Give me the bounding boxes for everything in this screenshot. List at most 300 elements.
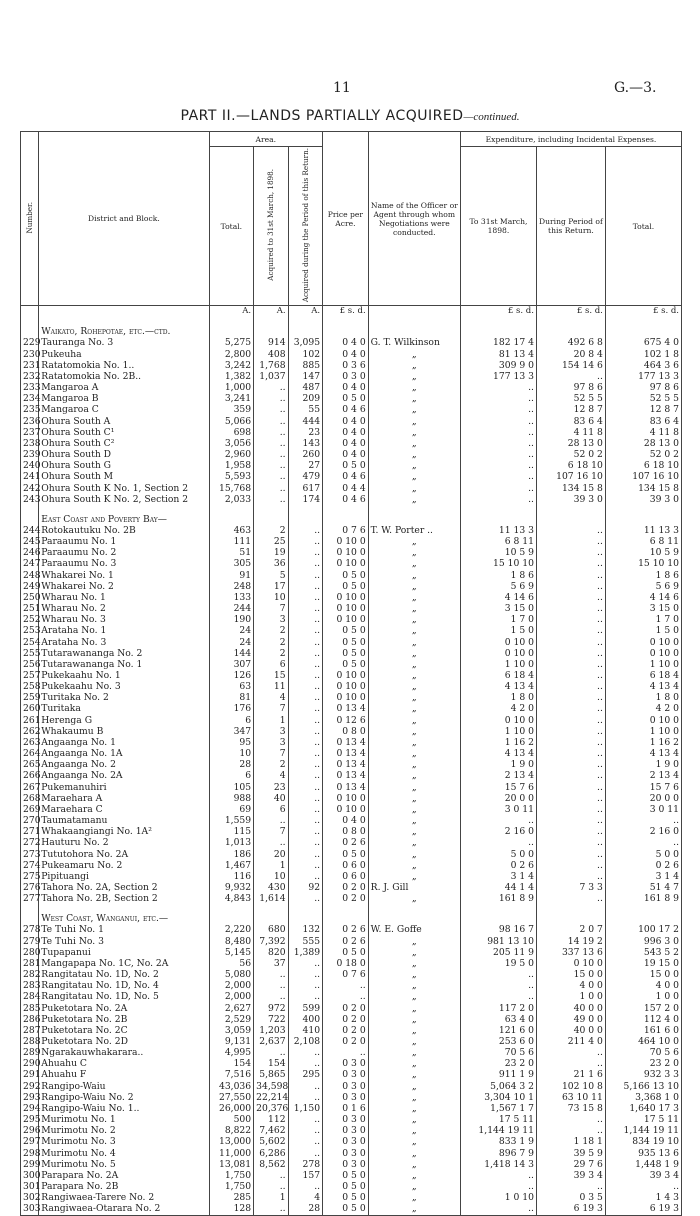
row-area-total: 116 (209, 871, 254, 882)
row-price: 0 13 4 (323, 748, 369, 759)
row-number: 241 (21, 471, 39, 482)
row-officer: „ (368, 648, 460, 659)
table-row (21, 1069, 682, 1080)
row-district: Murimotu No. 5 (39, 1159, 209, 1170)
row-acquired-1898: 17 (254, 581, 288, 592)
row-price: 0 2 6 (323, 936, 369, 947)
table-row (21, 382, 682, 393)
row-acquired-1898: 6 (254, 804, 288, 815)
row-price: 0 5 0 (323, 625, 369, 636)
row-exp-during: 39 3 4 (536, 1170, 605, 1181)
row-exp-1898: 4 14 6 (460, 592, 536, 603)
row-exp-1898: .. (460, 416, 536, 427)
row-district: Paraaumu No. 1 (39, 536, 209, 547)
row-exp-1898: 5 6 9 (460, 581, 536, 592)
title-continued: —continued. (463, 111, 520, 123)
row-number: 232 (21, 371, 39, 382)
row-exp-during: .. (536, 837, 605, 848)
row-exp-during: 0 3 5 (536, 1192, 605, 1203)
row-exp-during: 6 19 3 (536, 1203, 605, 1215)
row-exp-during: 97 8 6 (536, 382, 605, 393)
row-exp-total: 52 5 5 (605, 393, 681, 404)
header-acquired-1898: Acquired to 31st March, 1898. (254, 147, 288, 306)
row-exp-total: 3 0 11 (605, 804, 681, 815)
row-acquired-1898: 7 (254, 826, 288, 837)
row-area-total: 307 (209, 659, 254, 670)
row-area-total: 24 (209, 625, 254, 636)
row-number: 258 (21, 681, 39, 692)
row-acquired-1898: 4 (254, 770, 288, 781)
row-acquired-1898: 37 (254, 958, 288, 969)
row-exp-total: 5 6 9 (605, 581, 681, 592)
row-area-total: 1,000 (209, 382, 254, 393)
row-number: 236 (21, 416, 39, 427)
row-acquired-during: .. (288, 703, 322, 714)
row-district: Ohura South A (39, 416, 209, 427)
row-officer: „ (368, 427, 460, 438)
row-area-total: 3,242 (209, 360, 254, 371)
row-area-total: 3,241 (209, 393, 254, 404)
row-acquired-1898: 2,637 (254, 1036, 288, 1047)
row-exp-during: 211 4 0 (536, 1036, 605, 1047)
row-district: Murimotu No. 1 (39, 1114, 209, 1125)
row-district: Ohura South C¹ (39, 427, 209, 438)
row-acquired-1898: 7,462 (254, 1125, 288, 1136)
row-area-total: 1,750 (209, 1170, 254, 1181)
row-district: Tutarawananga No. 1 (39, 659, 209, 670)
row-area-total: 2,033 (209, 494, 254, 505)
table-row (21, 692, 682, 703)
row-exp-total: 4 0 0 (605, 980, 681, 991)
row-officer: R. J. Gill (368, 882, 460, 893)
row-acquired-during: .. (288, 1081, 322, 1092)
row-area-total: 285 (209, 1192, 254, 1203)
row-district: Ratatomokia No. 1.. (39, 360, 209, 371)
row-district: Maraehara A (39, 793, 209, 804)
row-exp-during: .. (536, 849, 605, 860)
row-exp-1898: 23 2 0 (460, 1058, 536, 1069)
table-row (21, 1114, 682, 1125)
row-exp-during: .. (536, 748, 605, 759)
row-area-total: 5,275 (209, 337, 254, 348)
row-district: Paraaumu No. 2 (39, 547, 209, 558)
row-acquired-1898: .. (254, 416, 288, 427)
row-price: 0 2 0 (323, 1014, 369, 1025)
row-exp-1898: .. (460, 837, 536, 848)
row-officer: „ (368, 1014, 460, 1025)
row-acquired-1898: 20,376 (254, 1103, 288, 1114)
row-acquired-during: .. (288, 793, 322, 804)
row-number: 292 (21, 1081, 39, 1092)
row-officer: „ (368, 558, 460, 569)
row-price: 0 5 0 (323, 1192, 369, 1203)
row-exp-during: 14 19 2 (536, 936, 605, 947)
row-officer: „ (368, 1203, 460, 1215)
row-officer: G. T. Wilkinson (368, 337, 460, 348)
page-number: 11 (333, 80, 351, 96)
row-exp-1898: 4 13 4 (460, 748, 536, 759)
row-acquired-1898: 3 (254, 614, 288, 625)
row-officer: „ (368, 416, 460, 427)
table-row (21, 726, 682, 737)
row-price: .. (323, 980, 369, 991)
row-officer: „ (368, 793, 460, 804)
row-price: 0 10 0 (323, 670, 369, 681)
row-exp-1898: .. (460, 1170, 536, 1181)
title-text: PART II.—LANDS PARTIALLY ACQUIRED (180, 108, 464, 124)
row-number: 300 (21, 1170, 39, 1181)
row-price: 0 2 0 (323, 893, 369, 904)
row-acquired-1898: 3 (254, 737, 288, 748)
row-price: 0 5 0 (323, 1181, 369, 1192)
row-exp-total: 1 8 6 (605, 570, 681, 581)
row-exp-1898: 1 8 6 (460, 570, 536, 581)
row-area-total: 144 (209, 648, 254, 659)
row-acquired-during: .. (288, 536, 322, 547)
row-acquired-1898: 10 (254, 871, 288, 882)
row-acquired-1898: 1,768 (254, 360, 288, 371)
row-exp-total: 5,166 13 10 (605, 1081, 681, 1092)
row-price: 0 5 0 (323, 947, 369, 958)
row-exp-during: .. (536, 592, 605, 603)
row-area-total: 1,013 (209, 837, 254, 848)
row-acquired-1898: 20 (254, 849, 288, 860)
row-area-total: 359 (209, 404, 254, 415)
row-exp-1898: .. (460, 460, 536, 471)
row-exp-1898: 205 11 9 (460, 947, 536, 958)
row-officer: „ (368, 393, 460, 404)
row-price: 0 1 6 (323, 1103, 369, 1114)
row-district: Te Tuhi No. 1 (39, 924, 209, 935)
row-acquired-during: 4 (288, 1192, 322, 1203)
row-exp-during: .. (536, 804, 605, 815)
row-exp-1898: 0 10 0 (460, 637, 536, 648)
row-exp-during: .. (536, 1058, 605, 1069)
row-acquired-during: 1,389 (288, 947, 322, 958)
row-area-total: 5,066 (209, 416, 254, 427)
row-exp-during: .. (536, 893, 605, 904)
table-row (21, 1181, 682, 1192)
row-acquired-1898: 1,203 (254, 1025, 288, 1036)
row-number: 285 (21, 1003, 39, 1014)
row-area-total: 154 (209, 1058, 254, 1069)
row-district: Ohura South D (39, 449, 209, 460)
row-exp-during: 49 0 0 (536, 1014, 605, 1025)
row-exp-during: 134 15 8 (536, 483, 605, 494)
row-price: 0 10 0 (323, 793, 369, 804)
row-price: 0 4 4 (323, 483, 369, 494)
row-number: 245 (21, 536, 39, 547)
row-area-total: 4,843 (209, 893, 254, 904)
table-row (21, 936, 682, 947)
row-acquired-1898: .. (254, 382, 288, 393)
row-exp-1898: 1 0 10 (460, 1192, 536, 1203)
row-acquired-during: .. (288, 1148, 322, 1159)
row-price: 0 10 0 (323, 536, 369, 547)
row-acquired-1898: 5,602 (254, 1136, 288, 1147)
row-district: Hauturu No. 2 (39, 837, 209, 848)
row-acquired-1898: 722 (254, 1014, 288, 1025)
page-title (0, 108, 700, 124)
row-price: 0 7 6 (323, 969, 369, 980)
table-row (21, 924, 682, 935)
row-officer: „ (368, 703, 460, 714)
table-row (21, 460, 682, 471)
table-row (21, 681, 682, 692)
row-exp-1898: .. (460, 404, 536, 415)
header-expenditure: Expenditure, including Incidental Expenses. (460, 132, 681, 147)
row-exp-during: 21 1 6 (536, 1069, 605, 1080)
row-price: 0 10 0 (323, 614, 369, 625)
row-price: 0 3 6 (323, 360, 369, 371)
row-officer: „ (368, 625, 460, 636)
row-acquired-during: .. (288, 648, 322, 659)
row-price: 0 3 0 (323, 1092, 369, 1103)
row-acquired-during: .. (288, 525, 322, 536)
row-area-total: 3,059 (209, 1025, 254, 1036)
row-officer: „ (368, 581, 460, 592)
row-exp-total: 20 0 0 (605, 793, 681, 804)
table-row (21, 427, 682, 438)
row-acquired-during: 1,150 (288, 1103, 322, 1114)
row-number: 251 (21, 603, 39, 614)
row-exp-during: 337 13 6 (536, 947, 605, 958)
row-officer: „ (368, 1192, 460, 1203)
row-price: 0 2 0 (323, 1003, 369, 1014)
table-row (21, 1058, 682, 1069)
table-row (21, 1170, 682, 1181)
row-number: 296 (21, 1125, 39, 1136)
row-number: 255 (21, 648, 39, 659)
row-district: Wharau No. 1 (39, 592, 209, 603)
table-row (21, 570, 682, 581)
row-number: 253 (21, 625, 39, 636)
row-exp-during: 4 0 0 (536, 980, 605, 991)
row-district: Mangaroa B (39, 393, 209, 404)
table-row (21, 1003, 682, 1014)
row-exp-during: .. (536, 726, 605, 737)
row-area-total: 9,131 (209, 1036, 254, 1047)
row-officer: „ (368, 782, 460, 793)
row-exp-total: 1,448 1 9 (605, 1159, 681, 1170)
table-row (21, 1103, 682, 1114)
row-acquired-during: 479 (288, 471, 322, 482)
row-officer: „ (368, 1103, 460, 1114)
row-acquired-during: .. (288, 1047, 322, 1058)
row-number: 295 (21, 1114, 39, 1125)
row-district: Ohura South C² (39, 438, 209, 449)
row-district: Ahuahu F (39, 1069, 209, 1080)
row-area-total: 186 (209, 849, 254, 860)
row-exp-total: 4 2 0 (605, 703, 681, 714)
row-district: Ratatomokia No. 2B.. (39, 371, 209, 382)
row-district: Maraehara C (39, 804, 209, 815)
row-area-total: 63 (209, 681, 254, 692)
row-exp-1898: 15 10 10 (460, 558, 536, 569)
table-row (21, 471, 682, 482)
row-district: Tutarawananga No. 2 (39, 648, 209, 659)
row-acquired-during: .. (288, 759, 322, 770)
row-exp-total: 1 9 0 (605, 759, 681, 770)
row-number: 261 (21, 715, 39, 726)
row-price: 0 2 6 (323, 924, 369, 935)
row-acquired-during: .. (288, 849, 322, 860)
row-area-total: 8,480 (209, 936, 254, 947)
row-area-total: 2,529 (209, 1014, 254, 1025)
row-officer: „ (368, 614, 460, 625)
row-exp-during: 7 3 3 (536, 882, 605, 893)
row-exp-total: 1 10 0 (605, 659, 681, 670)
row-exp-during: 52 0 2 (536, 449, 605, 460)
row-area-total: 347 (209, 726, 254, 737)
row-exp-1898: 70 5 6 (460, 1047, 536, 1058)
row-price: 0 8 0 (323, 826, 369, 837)
row-price: 0 6 0 (323, 860, 369, 871)
row-acquired-during: .. (288, 1181, 322, 1192)
row-exp-1898: 1 10 0 (460, 659, 536, 670)
row-exp-1898: 1 10 0 (460, 726, 536, 737)
row-price: 0 10 0 (323, 547, 369, 558)
row-exp-during: .. (536, 692, 605, 703)
row-exp-1898: 3 0 11 (460, 804, 536, 815)
row-number: 249 (21, 581, 39, 592)
row-price: 0 18 0 (323, 958, 369, 969)
row-number: 299 (21, 1159, 39, 1170)
row-exp-during: .. (536, 670, 605, 681)
row-area-total: 133 (209, 592, 254, 603)
row-district: Whakarei No. 1 (39, 570, 209, 581)
row-acquired-during: .. (288, 737, 322, 748)
row-district: Pipituangi (39, 871, 209, 882)
row-exp-total: 11 13 3 (605, 525, 681, 536)
row-acquired-1898: 680 (254, 924, 288, 935)
row-exp-during: 83 6 4 (536, 416, 605, 427)
row-price: 0 4 0 (323, 382, 369, 393)
table-row (21, 815, 682, 826)
row-acquired-1898: 914 (254, 337, 288, 348)
row-exp-1898: 981 13 10 (460, 936, 536, 947)
row-acquired-1898: .. (254, 837, 288, 848)
row-acquired-1898: 1 (254, 1192, 288, 1203)
row-price: 0 4 0 (323, 416, 369, 427)
table-row (21, 770, 682, 781)
row-district: Taumatamanu (39, 815, 209, 826)
row-exp-total: 52 0 2 (605, 449, 681, 460)
row-number: 246 (21, 547, 39, 558)
row-exp-during: .. (536, 715, 605, 726)
row-price: 0 4 0 (323, 427, 369, 438)
row-acquired-during: .. (288, 991, 322, 1002)
row-exp-during: 492 6 8 (536, 337, 605, 348)
row-area-total: 11,000 (209, 1148, 254, 1159)
row-number: 281 (21, 958, 39, 969)
row-price: 0 4 6 (323, 404, 369, 415)
row-acquired-during: 92 (288, 882, 322, 893)
row-exp-1898: 98 16 7 (460, 924, 536, 935)
row-acquired-1898: .. (254, 815, 288, 826)
row-officer: „ (368, 449, 460, 460)
table-row (21, 592, 682, 603)
row-number: 234 (21, 393, 39, 404)
row-officer: „ (368, 494, 460, 505)
row-area-total: 2,000 (209, 980, 254, 991)
row-acquired-during: 617 (288, 483, 322, 494)
row-acquired-during: 885 (288, 360, 322, 371)
row-officer: „ (368, 969, 460, 980)
row-number: 287 (21, 1025, 39, 1036)
row-exp-total: 1 5 0 (605, 625, 681, 636)
row-exp-total: 107 16 10 (605, 471, 681, 482)
row-price: 0 2 0 (323, 1036, 369, 1047)
row-district: Mangaroa C (39, 404, 209, 415)
table-row (21, 804, 682, 815)
row-area-total: 500 (209, 1114, 254, 1125)
row-exp-total: 1 4 3 (605, 1192, 681, 1203)
table-row (21, 793, 682, 804)
row-officer: „ (368, 483, 460, 494)
row-area-total: 305 (209, 558, 254, 569)
row-area-total: 2,960 (209, 449, 254, 460)
row-district: Rangipo-Waiu (39, 1081, 209, 1092)
row-number: 303 (21, 1203, 39, 1215)
row-district: Pukeamaru No. 2 (39, 860, 209, 871)
table-row (21, 1159, 682, 1170)
row-officer: „ (368, 547, 460, 558)
row-price: 0 10 0 (323, 681, 369, 692)
row-number: 273 (21, 849, 39, 860)
row-area-total: 56 (209, 958, 254, 969)
row-acquired-1898: .. (254, 483, 288, 494)
row-price: 0 5 0 (323, 849, 369, 860)
row-price: 0 13 4 (323, 782, 369, 793)
row-area-total: 128 (209, 1203, 254, 1215)
row-number: 263 (21, 737, 39, 748)
row-number: 267 (21, 782, 39, 793)
row-area-total: 111 (209, 536, 254, 547)
row-officer: „ (368, 371, 460, 382)
row-exp-during: 39 5 9 (536, 1148, 605, 1159)
table-row (21, 947, 682, 958)
row-number: 270 (21, 815, 39, 826)
row-acquired-during: .. (288, 570, 322, 581)
row-acquired-1898: 154 (254, 1058, 288, 1069)
row-district: Parapara No. 2B (39, 1181, 209, 1192)
row-area-total: 176 (209, 703, 254, 714)
table-row (21, 337, 682, 348)
row-acquired-1898: 1 (254, 715, 288, 726)
row-price: 0 4 6 (323, 494, 369, 505)
row-area-total: 244 (209, 603, 254, 614)
row-area-total: 2,000 (209, 991, 254, 1002)
row-acquired-1898: 11 (254, 681, 288, 692)
row-district: Herenga G (39, 715, 209, 726)
row-district: Rangitatau No. 1D, No. 5 (39, 991, 209, 1002)
row-district: Rangiwaea-Tarere No. 2 (39, 1192, 209, 1203)
row-acquired-1898: .. (254, 1181, 288, 1192)
row-price: 0 3 0 (323, 1125, 369, 1136)
row-district: Puketotara No. 2D (39, 1036, 209, 1047)
row-exp-1898: 1 7 0 (460, 614, 536, 625)
row-number: 247 (21, 558, 39, 569)
row-exp-total: 1,640 17 3 (605, 1103, 681, 1114)
row-number: 268 (21, 793, 39, 804)
row-exp-during: .. (536, 1181, 605, 1192)
row-exp-1898: 1 5 0 (460, 625, 536, 636)
row-exp-1898: 1,567 1 7 (460, 1103, 536, 1114)
row-exp-total: 161 8 9 (605, 893, 681, 904)
row-area-total: 115 (209, 826, 254, 837)
row-number: 280 (21, 947, 39, 958)
